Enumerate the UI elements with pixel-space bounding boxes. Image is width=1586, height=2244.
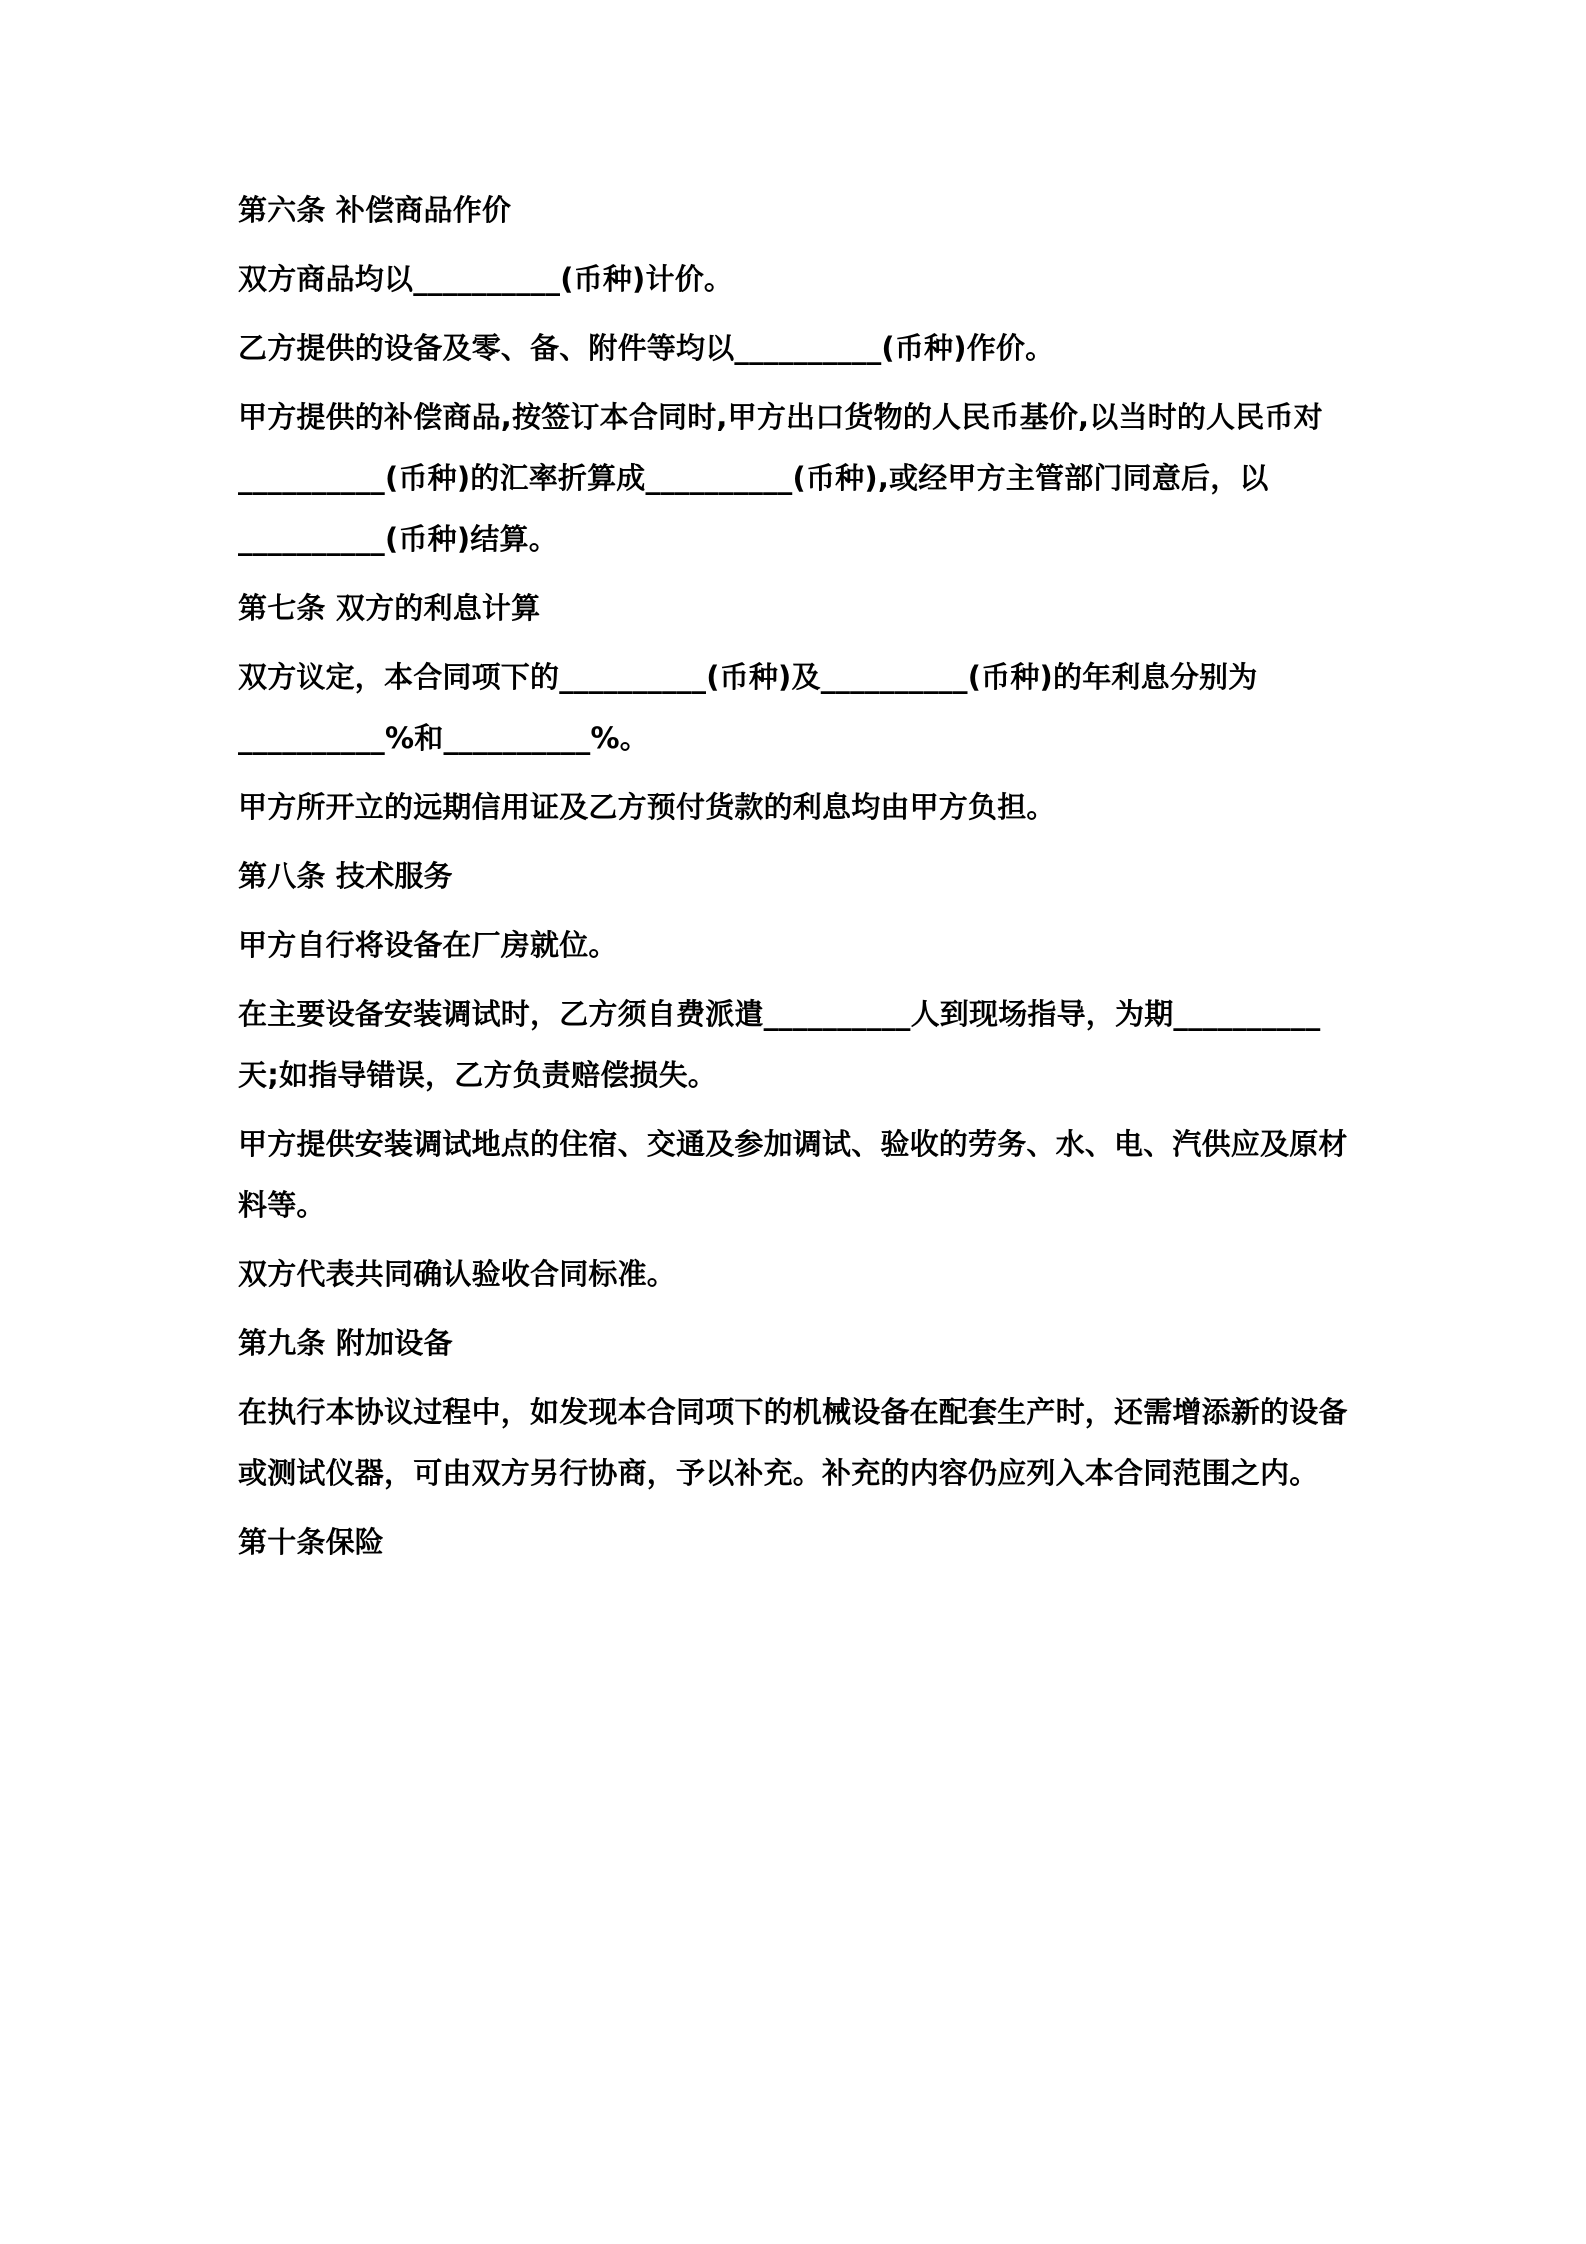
clause-8-para-4: 双方代表共同确认验收合同标准。: [238, 1257, 677, 1291]
clause-6-para-3: 甲方提供的补偿商品,按签订本合同时,甲方出口货物的人民币基价,以当时的人民币对__________(币种)的汇率折算成__________(币种),或经甲方主管部门同意后，以__________(币种)结算。: [238, 400, 1323, 556]
clause-9-para-1: 在执行本协议过程中，如发现本合同项下的机械设备在配套生产时，还需增添新的设备或测试仪器，可由双方另行协商，予以补充。补充的内容仍应列入本合同范围之内。: [238, 1395, 1348, 1490]
clause-8-para-2: 在主要设备安装调试时，乙方须自费派遣__________人到现场指导，为期__________天;如指导错误，乙方负责赔偿损失。: [238, 997, 1321, 1092]
clause-7-para-1: 双方议定，本合同项下的__________(币种)及__________(币种)的年利息分别为__________%和__________%。: [238, 660, 1258, 755]
clause-8-para-3: 甲方提供安装调试地点的住宿、交通及参加调试、验收的劳务、水、电、汽供应及原材料等。: [238, 1127, 1348, 1222]
clause-8-para-1: 甲方自行将设备在厂房就位。: [238, 928, 618, 962]
clause-7-para-2: 甲方所开立的远期信用证及乙方预付货款的利息均由甲方负担。: [238, 790, 1056, 824]
clause-8-heading: 第八条 技术服务: [238, 859, 453, 893]
clause-6-heading: 第六条 补偿商品作价: [238, 193, 512, 227]
clause-6-para-1: 双方商品均以__________(币种)计价。: [238, 262, 734, 296]
clause-6-para-2: 乙方提供的设备及零、备、附件等均以__________(币种)作价。: [238, 331, 1055, 365]
document-body: [238, 180, 1358, 1581]
clause-7-heading: 第七条 双方的利息计算: [238, 591, 541, 625]
clause-10-heading: 第十条保险: [238, 1525, 385, 1559]
clause-9-heading: 第九条 附加设备: [238, 1326, 453, 1360]
